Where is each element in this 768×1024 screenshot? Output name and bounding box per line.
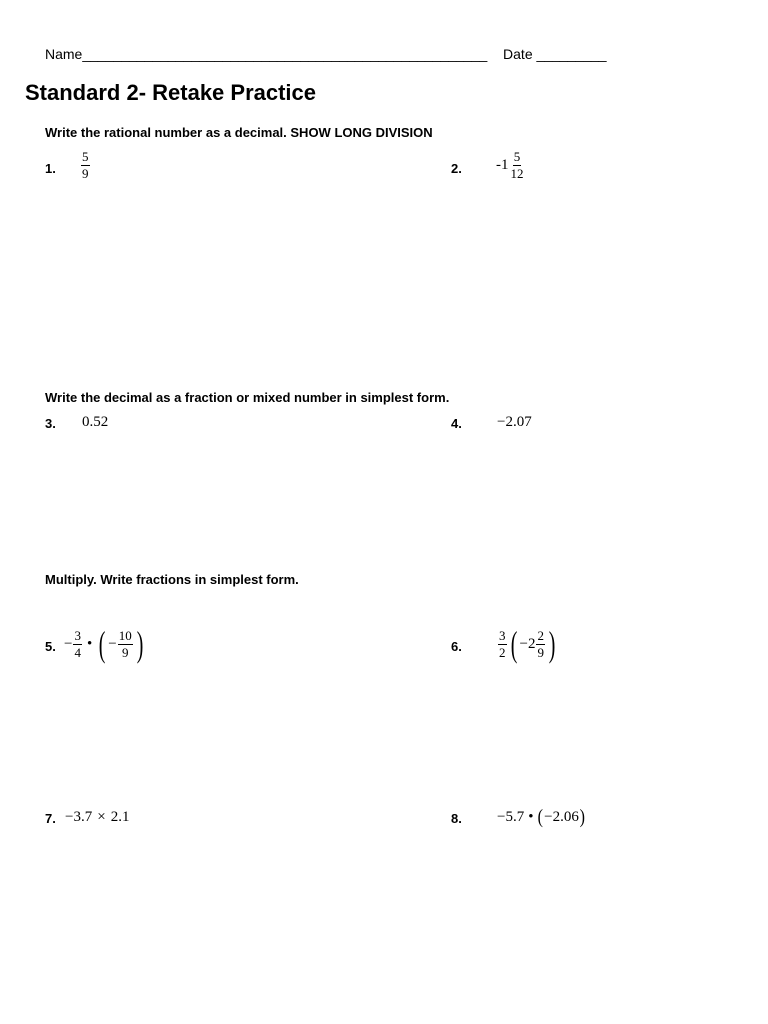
denominator: 9 <box>82 165 89 181</box>
whole-part: -1 <box>496 156 509 173</box>
page-title: Standard 2- Retake Practice <box>25 80 317 105</box>
left-paren: ( <box>538 806 544 828</box>
multiply-dot: • <box>528 809 534 825</box>
factor-b: 2.1 <box>110 809 130 825</box>
denominator: 9 <box>121 644 129 660</box>
problem-5-expression <box>64 626 146 662</box>
numerator: 2 <box>537 627 544 643</box>
denominator: 9 <box>537 644 544 660</box>
problem-6-number: 6. <box>451 639 462 654</box>
problem-2-expression <box>496 150 526 180</box>
problem-4-expression: −2.07 <box>497 414 532 430</box>
problem-2-number: 2. <box>451 161 462 176</box>
fraction <box>118 629 133 659</box>
multiply-dot: • <box>86 635 93 652</box>
section-1-instruction: Write the rational number as a decimal. SHOW LONG DIVISION <box>45 125 433 140</box>
problem-4-number: 4. <box>451 416 462 431</box>
numerator: 5 <box>82 149 89 164</box>
date-blank[interactable]: _________ <box>536 46 607 62</box>
section-3-instruction: Multiply. Write fractions in simplest form. <box>45 572 299 587</box>
left-paren: ( <box>510 624 517 664</box>
right-paren: ) <box>548 624 556 664</box>
times-sign: × <box>97 809 106 825</box>
numerator: 3 <box>74 627 81 643</box>
problem-8-expression <box>497 806 586 829</box>
minus-sign: − <box>64 635 73 652</box>
fraction <box>510 150 525 180</box>
denominator: 2 <box>499 644 506 660</box>
name-blank[interactable]: ____________________________________________________ <box>82 46 488 62</box>
problem-8-number: 8. <box>451 811 462 826</box>
factor-a: −5.7 <box>497 809 525 825</box>
minus-sign: − <box>108 635 117 652</box>
name-date-line <box>45 46 607 62</box>
name-label: Name <box>45 46 83 62</box>
date-label: Date <box>503 46 533 62</box>
factor-b: −2.06 <box>544 809 579 825</box>
fraction <box>536 629 545 659</box>
denominator: 12 <box>510 165 524 181</box>
factor-a: −3.7 <box>65 809 93 825</box>
problem-3-expression: 0.52 <box>82 414 109 430</box>
right-paren: ) <box>579 806 585 828</box>
numerator: 3 <box>499 627 506 643</box>
problem-1-number: 1. <box>45 161 56 176</box>
left-paren: ( <box>98 624 106 664</box>
numerator: 10 <box>118 627 132 643</box>
denominator: 4 <box>74 644 81 660</box>
problem-5-number: 5. <box>45 639 56 654</box>
section-2-instruction: Write the decimal as a fraction or mixed number in simplest form. <box>45 390 450 405</box>
problem-1-expression <box>80 150 91 180</box>
whole-part: −2 <box>519 635 536 652</box>
problem-3-number: 3. <box>45 416 56 431</box>
numerator: 5 <box>513 149 521 164</box>
problem-7-expression <box>65 809 129 826</box>
problem-6-expression <box>497 626 558 662</box>
fraction <box>81 150 90 180</box>
right-paren: ) <box>136 624 144 664</box>
fraction <box>498 629 507 659</box>
problem-7-number: 7. <box>45 811 56 826</box>
fraction <box>73 629 82 659</box>
